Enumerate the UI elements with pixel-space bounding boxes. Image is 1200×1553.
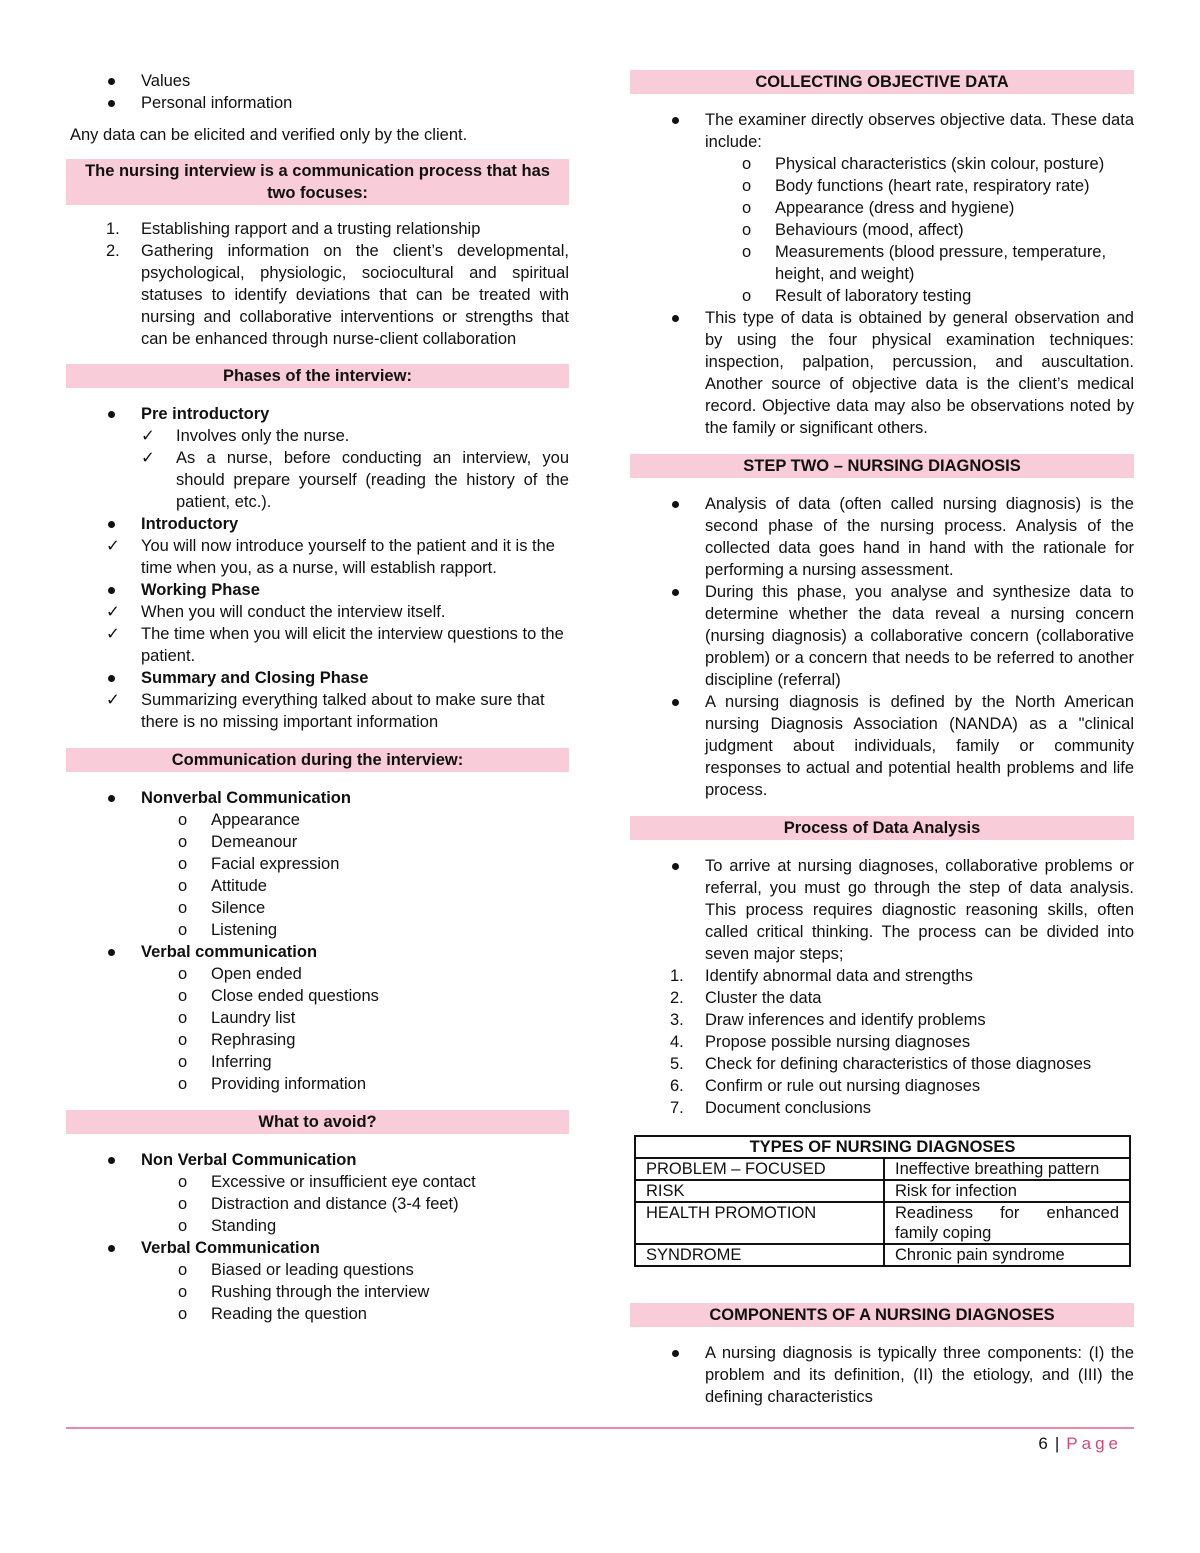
- list-item: o Excessive or insufficient eye contact: [178, 1173, 476, 1191]
- bullet-icon: [108, 78, 115, 85]
- bullet-icon: [672, 315, 679, 322]
- list-item: o Close ended questions: [178, 987, 379, 1005]
- checkmark-icon: ✓: [106, 691, 120, 709]
- list-item: This type of data is obtained by general observation and by using the four physical examination techniques: inspection, palpation, percussion, and auscultation. Another source of objective data is the client’s medical record. Objective data may also be observations noted by the family or significant others.: [630, 307, 1134, 439]
- section-header-communication: Communication during the interview:: [66, 748, 569, 772]
- page-number: 6: [1038, 1434, 1049, 1453]
- checkmark-icon: ✓: [141, 449, 155, 467]
- section-header-phases: Phases of the interview:: [66, 364, 569, 388]
- list-item: ✓ Involves only the nurse.: [141, 427, 350, 445]
- table-row: [635, 1158, 1130, 1180]
- list-item: o Listening: [178, 921, 278, 939]
- bullet-icon: [108, 1157, 115, 1164]
- checkmark-icon: ✓: [106, 603, 120, 621]
- list-item: o Physical characteristics (skin colour, posture): [742, 155, 1105, 173]
- bullet-icon: [108, 675, 115, 682]
- table-cell: RISK: [635, 1180, 884, 1202]
- list-item: A nursing diagnosis is typically three components: (I) the problem and its definition, (II) the etiology, and (III) the defining characteristics: [630, 1342, 1134, 1408]
- list-item: o Silence: [178, 899, 266, 917]
- checkmark-icon: ✓: [106, 625, 120, 643]
- bullet-icon: [108, 1245, 115, 1252]
- list-item: ✓ The time when you will elicit the interview questions to the patient.: [106, 625, 564, 665]
- list-item: o Measurements (blood pressure, temperature, height, and weight): [742, 243, 1107, 283]
- table-cell: HEALTH PROMOTION: [635, 1202, 884, 1244]
- list-item: ✓ You will now introduce yourself to the patient and it is the time when you, as a nurse, will establish rapport.: [106, 537, 555, 577]
- bullet-icon: [108, 587, 115, 594]
- list-item: ✓ When you will conduct the interview itself.: [106, 603, 446, 621]
- list-item: Analysis of data (often called nursing diagnosis) is the second phase of the nursing process. Analysis of the collected data goes hand in hand with the rationale for performing a nursing assessment.: [630, 493, 1134, 581]
- list-item: o Demeanour: [178, 833, 298, 851]
- list-item: 2. Gathering information on the client’s developmental, psychological, physiologic, sociocultural and spiritual statuses to identify deviations that can be treated with nursing and collaborative interventions or strengths that can be enhanced through nurse-client collaboration: [106, 242, 569, 348]
- table-cell: Readiness for enhanced family coping: [884, 1202, 1130, 1244]
- list-item: o Reading the question: [178, 1305, 367, 1323]
- list-item: 7. Document conclusions: [670, 1099, 871, 1117]
- list-item: o Rushing through the interview: [178, 1283, 430, 1301]
- list-item: Values: [66, 70, 569, 92]
- list-item: o Appearance: [178, 811, 300, 829]
- note-text: Any data can be elicited and verified only by the client.: [70, 126, 468, 144]
- bullet-icon: [108, 795, 115, 802]
- process-steps-list: [630, 965, 1134, 1119]
- bullet-icon: [672, 863, 679, 870]
- table-cell: PROBLEM – FOCUSED: [635, 1158, 884, 1180]
- list-item: o Facial expression: [178, 855, 340, 873]
- section-header-step-two: STEP TWO – NURSING DIAGNOSIS: [630, 454, 1134, 478]
- list-item: o Laundry list: [178, 1009, 296, 1027]
- table-row: [635, 1244, 1130, 1266]
- group-title: Nonverbal Communication: [66, 787, 569, 809]
- list-item: o Result of laboratory testing: [742, 287, 972, 305]
- components-list: [630, 1342, 1134, 1408]
- step-two-list: [630, 493, 1134, 801]
- bullet-icon: [672, 699, 679, 706]
- table-cell: Ineffective breathing pattern: [884, 1158, 1130, 1180]
- page-footer: [1038, 1434, 1122, 1454]
- phase-title: Summary and Closing Phase: [66, 667, 569, 689]
- checkmark-icon: ✓: [141, 427, 155, 445]
- checkmark-icon: ✓: [106, 537, 120, 555]
- bullet-icon: [672, 501, 679, 508]
- bullet-icon: [108, 411, 115, 418]
- nursing-interview-list: [66, 218, 569, 350]
- section-header-process: Process of Data Analysis: [630, 816, 1134, 840]
- list-item: ✓ As a nurse, before conducting an interview, you should prepare yourself (reading the history of the patient, etc.).: [141, 449, 569, 511]
- objective-list: [630, 109, 1134, 439]
- group-title: Verbal communication: [66, 941, 569, 963]
- phase-title: Pre introductory: [66, 403, 569, 425]
- phase-title: Working Phase: [66, 579, 569, 601]
- table-cell: SYNDROME: [635, 1244, 884, 1266]
- list-item: o Distraction and distance (3-4 feet): [178, 1195, 459, 1213]
- communication-list: [66, 787, 569, 1095]
- list-item: 6. Confirm or rule out nursing diagnoses: [670, 1077, 981, 1095]
- right-column: [630, 70, 1134, 1408]
- bullet-icon: [108, 949, 115, 956]
- list-item: 1. Identify abnormal data and strengths: [670, 967, 973, 985]
- section-header-avoid: What to avoid?: [66, 1110, 569, 1134]
- bullet-icon: [108, 100, 115, 107]
- list-item: During this phase, you analyse and synthesize data to determine whether the data reveal a nursing concern (nursing diagnosis) a collaborative concern (collaborative problem) or a concern that needs to be referred to another discipline (referral): [630, 581, 1134, 691]
- page-label: Page: [1066, 1434, 1122, 1453]
- section-header-objective: COLLECTING OBJECTIVE DATA: [630, 70, 1134, 94]
- group-title: Verbal Communication: [66, 1237, 569, 1259]
- footer-separator: |: [1054, 1434, 1061, 1453]
- list-item: o Biased or leading questions: [178, 1261, 414, 1279]
- list-item: o Open ended: [178, 965, 302, 983]
- table-row: [635, 1180, 1130, 1202]
- top-bullet-list: [66, 70, 569, 114]
- list-item: 1. Establishing rapport and a trusting relationship: [106, 220, 481, 238]
- process-intro-list: [630, 855, 1134, 965]
- list-item: o Behaviours (mood, affect): [742, 221, 964, 239]
- types-table: [634, 1135, 1131, 1267]
- list-item: o Rephrasing: [178, 1031, 296, 1049]
- list-item: 2. Cluster the data: [670, 989, 822, 1007]
- list-item: To arrive at nursing diagnoses, collaborative problems or referral, you must go through the step of data analysis. This process requires diagnostic reasoning skills, often called critical thinking. The process can be divided into seven major steps;: [630, 855, 1134, 965]
- section-header-components: COMPONENTS OF A NURSING DIAGNOSES: [630, 1303, 1134, 1327]
- group-title: Non Verbal Communication: [66, 1149, 569, 1171]
- table-header: TYPES OF NURSING DIAGNOSES: [635, 1136, 1130, 1158]
- list-item: 3. Draw inferences and identify problems: [670, 1011, 986, 1029]
- phases-list: [66, 403, 569, 733]
- table-cell: Risk for infection: [884, 1180, 1130, 1202]
- list-item: Personal information: [66, 92, 569, 114]
- list-item: o Appearance (dress and hygiene): [742, 199, 1015, 217]
- list-item: o Attitude: [178, 877, 267, 895]
- table-cell: Chronic pain syndrome: [884, 1244, 1130, 1266]
- bullet-icon: [108, 521, 115, 528]
- list-item: o Providing information: [178, 1075, 366, 1093]
- left-column: [66, 70, 569, 1325]
- table-row: [635, 1202, 1130, 1244]
- list-item: o Body functions (heart rate, respiratory rate): [742, 177, 1090, 195]
- bullet-icon: [672, 589, 679, 596]
- footer-divider: [66, 1427, 1134, 1429]
- section-header-nursing-interview: The nursing interview is a communication process that has two focuses:: [66, 159, 569, 205]
- bullet-icon: [672, 1350, 679, 1357]
- table-header-row: [635, 1136, 1130, 1158]
- list-item: A nursing diagnosis is defined by the North American nursing Diagnosis Association (NANDA) as a "clinical judgment about individuals, family or community responses to actual and potential health problems and life process.: [630, 691, 1134, 801]
- list-item: o Inferring: [178, 1053, 272, 1071]
- list-item: 4. Propose possible nursing diagnoses: [670, 1033, 971, 1051]
- list-item: ✓ Summarizing everything talked about to make sure that there is no missing important information: [106, 691, 545, 731]
- list-item: o Standing: [178, 1217, 277, 1235]
- bullet-icon: [672, 117, 679, 124]
- list-item: 5. Check for defining characteristics of those diagnoses: [670, 1055, 1092, 1073]
- avoid-list: [66, 1149, 569, 1325]
- list-item: The examiner directly observes objective data. These data include:: [630, 109, 1134, 153]
- phase-title: Introductory: [66, 513, 569, 535]
